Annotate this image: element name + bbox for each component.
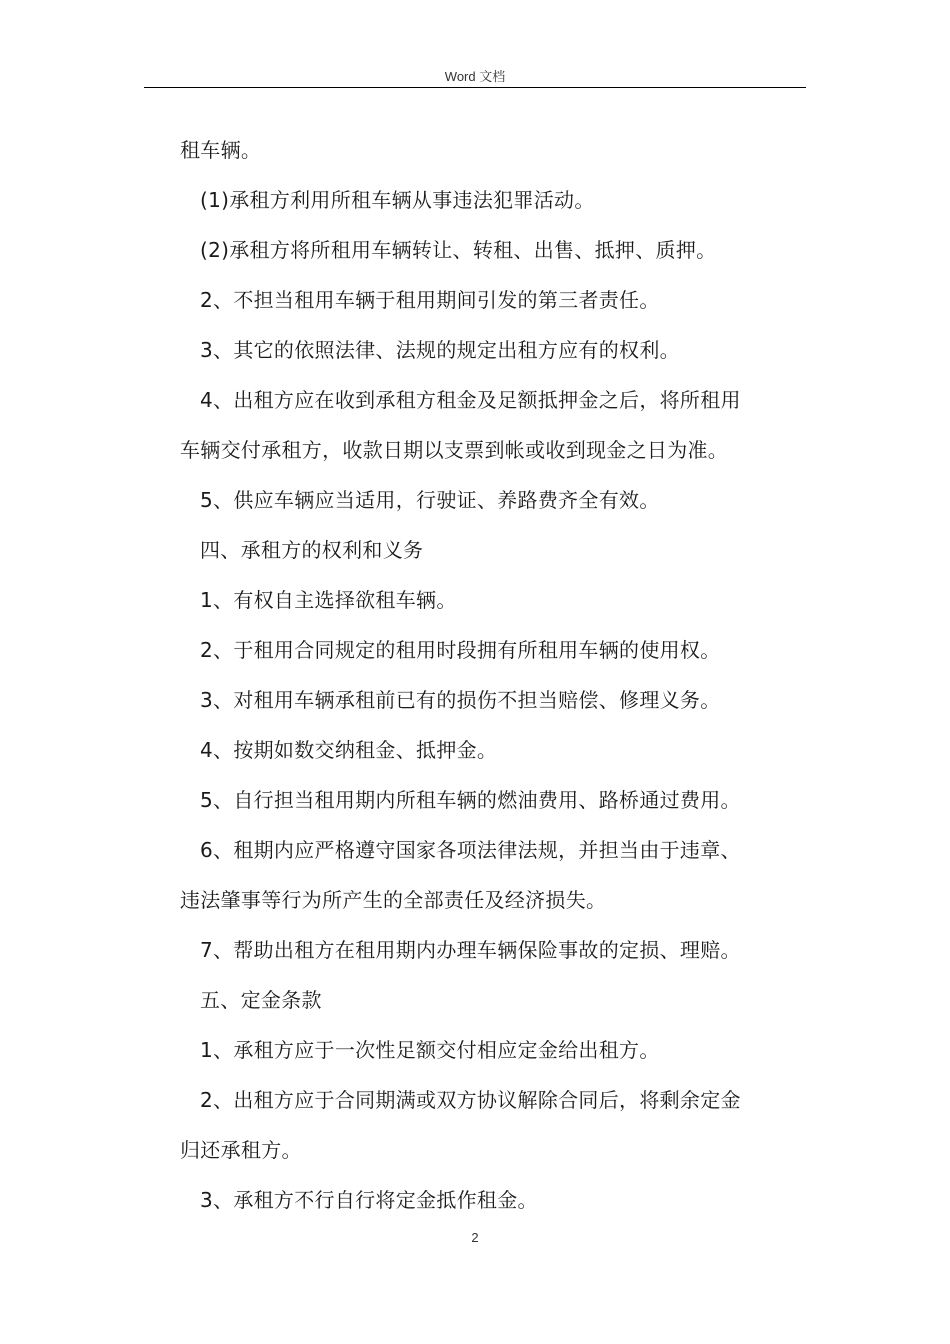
paragraph-line: 2、出租方应于合同期满或双方协议解除合同后，将剩余定金: [200, 1088, 741, 1112]
paragraph-line: 2、不担当租用车辆于租用期间引发的第三者责任。: [200, 288, 660, 312]
section-heading: 四、承租方的权利和义务: [200, 538, 424, 562]
page-header-title: Word 文档: [444, 69, 506, 84]
document-body: [180, 125, 790, 1225]
paragraph-line: 6、租期内应严格遵守国家各项法律法规，并担当由于违章、: [200, 838, 741, 862]
header-divider: [144, 87, 806, 88]
paragraph-line: 3、承租方不行自行将定金抵作租金。: [200, 1188, 538, 1212]
paragraph-line: 5、供应车辆应当适用，行驶证、养路费齐全有效。: [200, 488, 660, 512]
paragraph-line: 4、按期如数交纳租金、抵押金。: [200, 738, 498, 762]
paragraph-line: 租车辆。: [180, 138, 262, 162]
paragraph-line: 1、承租方应于一次性足额交付相应定金给出租方。: [200, 1038, 660, 1062]
paragraph-line: 7、帮助出租方在租用期内办理车辆保险事故的定损、理赔。: [200, 938, 741, 962]
page-number: 2: [471, 1230, 479, 1245]
paragraph-line: 违法肇事等行为所产生的全部责任及经济损失。: [180, 888, 607, 912]
paragraph-line: 车辆交付承租方，收款日期以支票到帐或收到现金之日为准。: [180, 438, 729, 462]
paragraph-line: 3、其它的依照法律、法规的规定出租方应有的权利。: [200, 338, 680, 362]
paragraph-line: 5、自行担当租用期内所租车辆的燃油费用、路桥通过费用。: [200, 788, 741, 812]
paragraph-line: 3、对租用车辆承租前已有的损伤不担当赔偿、修理义务。: [200, 688, 721, 712]
section-heading: 五、定金条款: [200, 988, 322, 1012]
paragraph-line: (2)承租方将所租用车辆转让、转租、出售、抵押、质押。: [200, 238, 717, 262]
paragraph-line: 1、有权自主选择欲租车辆。: [200, 588, 457, 612]
paragraph-line: (1)承租方利用所租车辆从事违法犯罪活动。: [200, 188, 595, 212]
paragraph-line: 2、于租用合同规定的租用时段拥有所租用车辆的使用权。: [200, 638, 721, 662]
paragraph-line: 归还承租方。: [180, 1138, 302, 1162]
paragraph-line: 4、出租方应在收到承租方租金及足额抵押金之后，将所租用: [200, 388, 741, 412]
